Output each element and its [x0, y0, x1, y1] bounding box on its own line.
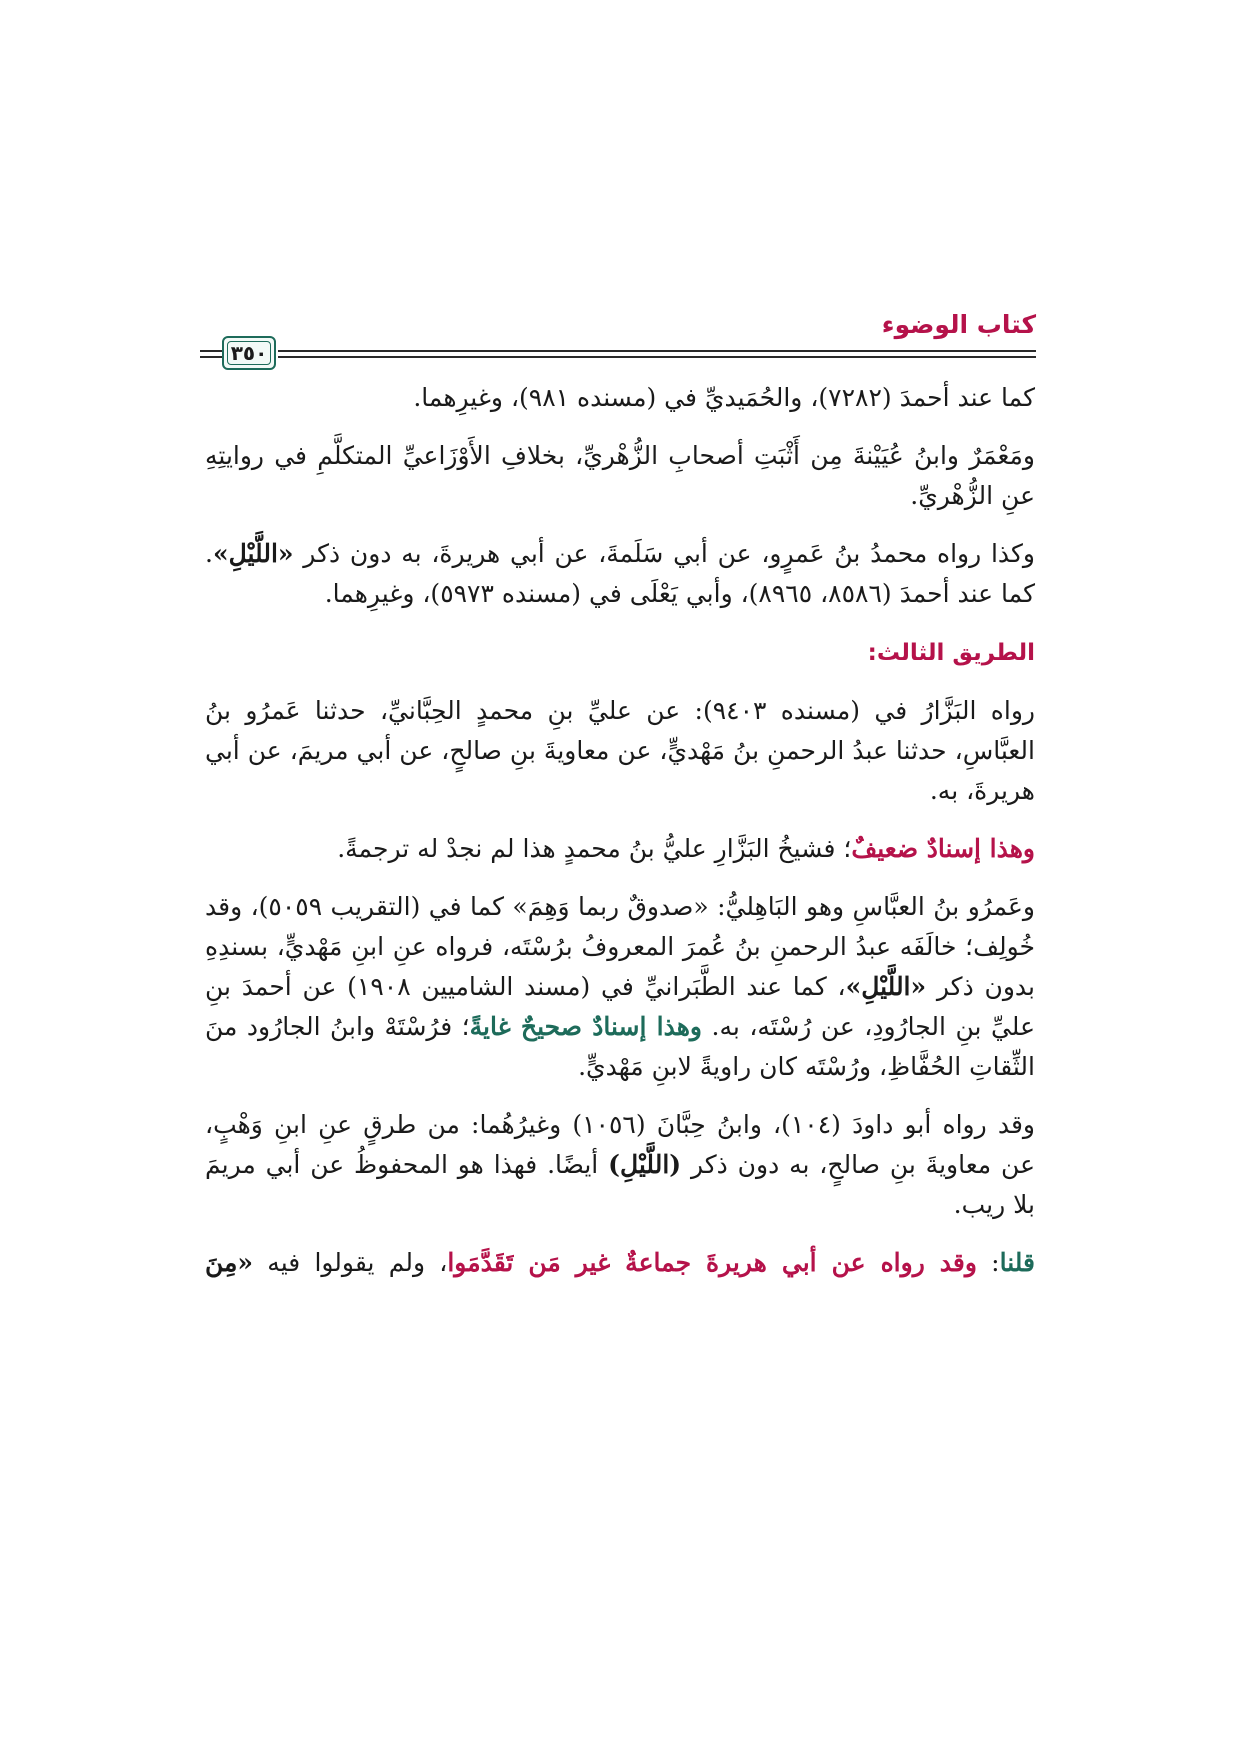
quoted-term: (اللَّيْلِ) — [608, 1150, 682, 1179]
paragraph-text: ، كما عند الطَّبَرانيِّ في (مسند الشاميين ١٩٠٨) عن أحمدَ بنِ عليِّ بنِ الجارُودِ، عن رُسْتَه، به. — [205, 972, 1035, 1041]
header-rule — [200, 356, 222, 358]
paragraph — [205, 1243, 1035, 1283]
paragraph-text: ؛ فرُسْتَهْ وابنُ الجارُود منَ الثِّقاتِ الحُفَّاظِ، ورُسْتَه كان راويةً لابنِ مَهْديٍّ. — [205, 1012, 1035, 1081]
page-body — [205, 378, 1035, 1293]
paragraph-text: أيضًا. فهذا هو المحفوظُ عن أبي مريمَ بلا ريب. — [205, 1150, 1035, 1219]
paragraph-text: : — [976, 1248, 1000, 1277]
section-heading — [205, 632, 1035, 673]
paragraph — [205, 887, 1035, 1087]
page-header — [200, 310, 1036, 365]
section-heading-text: الطريق الثالث: — [867, 640, 1035, 666]
paragraph-text: رواه البَزَّارُ في (مسنده ٩٤٠٣): عن عليِّ بنِ محمدٍ الحِبَّانيِّ، حدثنا عَمرُو بنُ العبَّاسِ، حدثنا عبدُ الرحمنِ بنُ مَهْديٍّ، عن معاويةَ بنِ صالحٍ، عن أبي مريمَ، عن أبي هريرةَ، به. — [205, 696, 1035, 805]
paragraph — [205, 691, 1035, 811]
highlight-verdict: وهذا إسنادٌ صحيحٌ غايةً — [469, 1012, 703, 1041]
quoted-term: «اللَّيْلِ» — [845, 972, 927, 1001]
paragraph — [205, 829, 1035, 869]
paragraph-text: وكذا رواه محمدُ بنُ عَمرٍو، عن أبي سَلَمةَ، عن أبي هريرةَ، به دون ذكر — [293, 539, 1035, 568]
paragraph-text: كما عند أحمدَ (٧٢٨٢)، والحُمَيديِّ في (مسنده ٩٨١)، وغيرِهما. — [413, 383, 1035, 412]
paragraph-text: ومَعْمَرٌ وابنُ عُيَيْنةَ مِن أَثْبَتِ أصحابِ الزُّهْريِّ، بخلافِ الأَوْزَاعيِّ المتكلَّمِ في روايتِهِ عنِ الزُّهْريِّ. — [205, 441, 1035, 510]
header-rule — [278, 356, 1036, 358]
quoted-term: «اللَّيْلِ» — [212, 539, 294, 568]
header-rule — [278, 350, 1036, 352]
paragraph-text: وقد رواه أبو داودَ (١٠٤)، وابنُ حِبَّانَ (١٠٥٦) وغيرُهُما: من طرقٍ عنِ ابنِ وَهْبٍ، عن معاويةَ بنِ صالحٍ، به دون ذكر — [205, 1110, 1035, 1179]
paragraph — [205, 1105, 1035, 1225]
page-number-frame — [222, 336, 276, 370]
paragraph-text: وعَمرُو بنُ العبَّاسِ وهو البَاهِليُّ: «صدوقٌ ربما وَهِمَ» كما في (التقريب ٥٠٥٩)، وقد خُولِف؛ خالَفَه عبدُ الرحمنِ بنُ عُمرَ المعروفُ برُسْتَه، فرواه عنِ ابنِ مَهْديٍّ، بسندِهِ بدون ذكر — [205, 892, 1036, 1001]
highlight-label: قلنا — [999, 1248, 1035, 1277]
quoted-term: «مِنَ — [205, 1248, 254, 1277]
paragraph-text: ؛ فشيخُ البَزَّارِ عليُّ بنُ محمدٍ هذا لم نجدْ له ترجمةً. — [337, 834, 852, 863]
page-number: ٣٥٠ — [230, 341, 268, 365]
running-head-title: كتاب الوضوء — [881, 310, 1036, 339]
paragraph — [205, 436, 1035, 516]
paragraph-text: ، ولم يقولوا فيه — [253, 1248, 448, 1277]
paragraph — [205, 378, 1035, 418]
highlight-verdict: وقد رواه عن أبي هريرةَ جماعةٌ غير مَن تَقَدَّمَوا — [447, 1248, 977, 1277]
paragraph — [205, 534, 1035, 614]
header-rule — [200, 350, 222, 352]
highlight-verdict: وهذا إسنادٌ ضعيفٌ — [851, 834, 1035, 863]
paragraph-text: . كما عند أحمدَ (٨٥٨٦، ٨٩٦٥)، وأبي يَعْلَى في (مسنده ٥٩٧٣)، وغيرِهما. — [205, 539, 1035, 608]
